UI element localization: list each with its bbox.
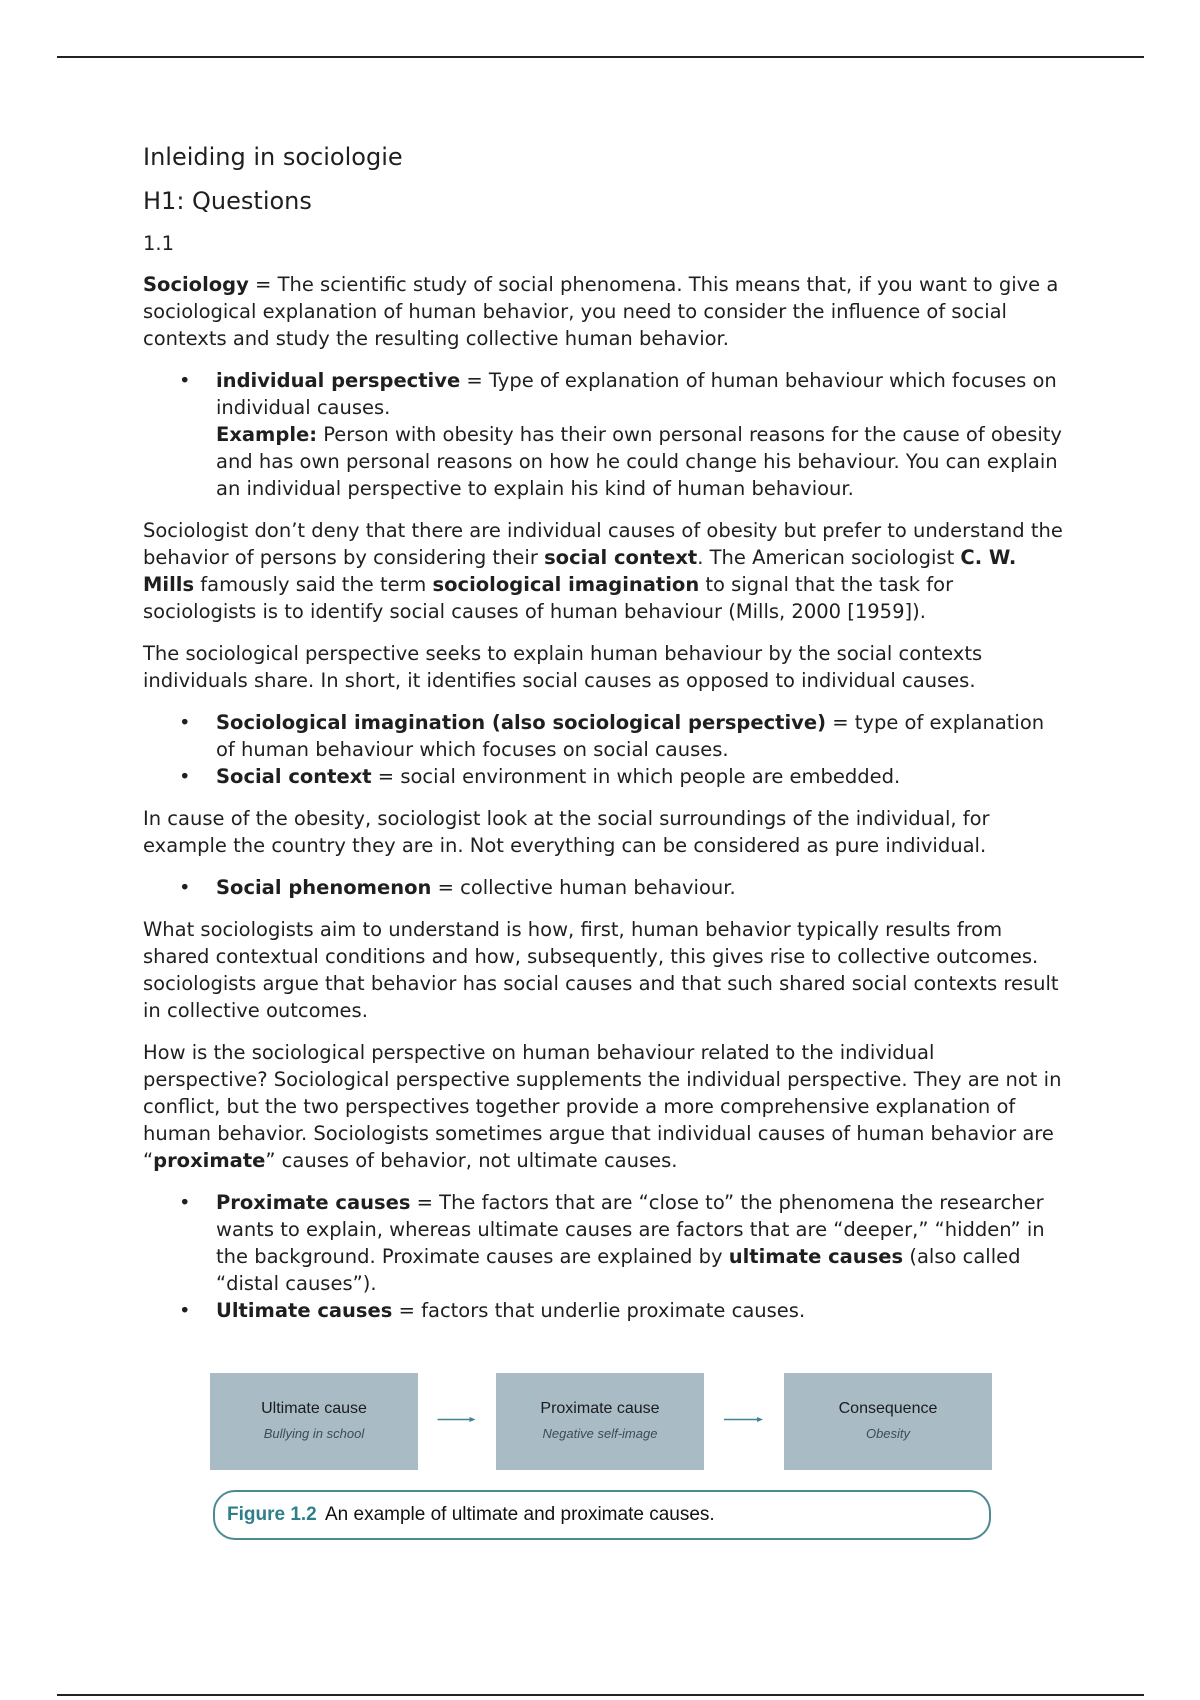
term-ultimate-causes: Ultimate causes <box>216 1299 393 1322</box>
diagram-box-ultimate-cause <box>210 1373 418 1470</box>
example-text: Person with obesity has their own personal reasons for the cause of obesity and has own personal reasons on how he could change his behaviour. You can explain an individual perspective to explain his kind of human behaviour. <box>216 423 1062 500</box>
paragraph-obesity-surroundings: In cause of the obesity, sociologist look at the social surroundings of the individual, for example the country they are in. Not everything can be considered as pure individual. <box>143 807 990 857</box>
paragraph-sociological-perspective: The sociological perspective seeks to explain human behaviour by the social contexts individuals share. In short, it identifies social causes as opposed to individual causes. <box>143 642 983 692</box>
figure-causes-diagram <box>210 1373 994 1543</box>
list-item <box>143 1189 1063 1297</box>
list-item <box>143 763 1063 790</box>
paragraph-sociologist-context <box>143 517 1063 625</box>
bullet-list-causes <box>143 1189 1063 1324</box>
definition-text: (also called “distal causes”). <box>216 1245 1021 1295</box>
bullet-list-phenomenon <box>143 874 1063 901</box>
box-title: Ultimate cause <box>261 1400 367 1417</box>
document-body <box>143 140 1063 1339</box>
bullet-icon: • <box>179 876 191 899</box>
definition-text: = The scientific study of social phenomena. This means that, if you want to give a sociological explanation of human behavior, you need to consider the influence of social contexts and study the resulting collective human behavior. <box>143 273 1059 350</box>
example-label: Example: <box>216 423 318 446</box>
definition-text: = Type of explanation of human behaviour which focuses on individual causes. <box>216 369 1057 419</box>
text-span: ” causes of behavior, not ultimate causes. <box>265 1149 678 1172</box>
term-sociology: Sociology <box>143 273 249 296</box>
list-item <box>143 874 1063 901</box>
text-span: famously said the term <box>194 573 433 596</box>
paragraph-proximate-relation <box>143 1039 1063 1174</box>
diagram-box-proximate-cause <box>496 1373 704 1470</box>
box-title: Consequence <box>838 1400 938 1417</box>
bullet-icon: • <box>179 765 191 788</box>
chapter-heading: H1: Questions <box>143 187 312 215</box>
definition-text: = collective human behaviour. <box>431 876 736 899</box>
bullet-icon: • <box>179 369 191 392</box>
definition-text: = factors that underlie proximate causes. <box>392 1299 806 1322</box>
box-subtitle: Bullying in school <box>263 1426 365 1441</box>
box-subtitle: Negative self-image <box>542 1426 658 1441</box>
definition-text: = social environment in which people are embedded. <box>371 765 901 788</box>
bullet-list-definitions <box>143 709 1063 790</box>
text-span: How is the sociological perspective on human behaviour related to the individual perspective? Sociological perspective supplements the individual perspective. They are not in conflict, but the two perspectives together provide a more comprehensive explanation of human behavior. Sociologists sometimes argue that individual causes of human behavior are “ <box>143 1041 1062 1172</box>
bullet-list-individual <box>143 367 1063 502</box>
text-span: to signal that the task for sociologists is to identify social causes of human behaviour (Mills, 2000 [1959]). <box>143 573 954 623</box>
list-item <box>143 709 1063 763</box>
figure-label: Figure 1.2 <box>227 1504 317 1525</box>
bullet-icon: • <box>179 711 191 734</box>
document-title: Inleiding in sociologie <box>143 143 403 171</box>
paragraph-collective-outcomes: What sociologists aim to understand is how, first, human behavior typically results from shared contextual conditions and how, subsequently, this gives rise to collective outcomes. sociologists argue that behavior has social causes and that such shared social contexts result in collective outcomes. <box>143 918 1059 1022</box>
term-sociological-imagination: sociological imagination <box>432 573 700 596</box>
box-subtitle: Obesity <box>865 1426 911 1441</box>
text-span: . The American sociologist <box>697 546 961 569</box>
list-item <box>143 1297 1063 1324</box>
section-number: 1.1 <box>143 232 175 255</box>
bullet-icon: • <box>179 1299 191 1322</box>
term-individual-perspective: individual perspective <box>216 369 461 392</box>
definition-text: = The factors that are “close to” the phenomena the researcher wants to explain, whereas ultimate causes are factors that are “deeper,” “hidden” in the background. Proximate causes are explained by <box>216 1191 1045 1268</box>
term-ultimate-causes-inline: ultimate causes <box>728 1245 904 1268</box>
arrow-right-icon <box>704 1417 784 1427</box>
term-social-context-def: Social context <box>216 765 372 788</box>
diagram-box-consequence <box>784 1373 992 1470</box>
arrow-right-icon <box>418 1417 496 1427</box>
paragraph-sociology-definition <box>143 271 1063 352</box>
list-item <box>143 367 1063 502</box>
term-proximate: proximate <box>153 1149 266 1172</box>
figure-caption <box>213 1490 991 1540</box>
term-social-context: social context <box>544 546 698 569</box>
term-c-w-mills: C. W. Mills <box>143 546 1017 596</box>
definition-text: = type of explanation of human behaviour which focuses on social causes. <box>216 711 1045 761</box>
term-social-phenomenon: Social phenomenon <box>216 876 432 899</box>
term-sociological-imagination-full: Sociological imagination (also sociological perspective) <box>216 711 827 734</box>
caption-text: An example of ultimate and proximate causes. <box>320 1504 715 1525</box>
term-proximate-causes: Proximate causes <box>216 1191 411 1214</box>
bullet-icon: • <box>179 1191 191 1214</box>
header-rule <box>57 56 1144 58</box>
box-title: Proximate cause <box>540 1400 660 1417</box>
text-span: Sociologist don’t deny that there are individual causes of obesity but prefer to understand the behavior of persons by considering their <box>143 519 1063 569</box>
footer-rule <box>57 1694 1144 1696</box>
